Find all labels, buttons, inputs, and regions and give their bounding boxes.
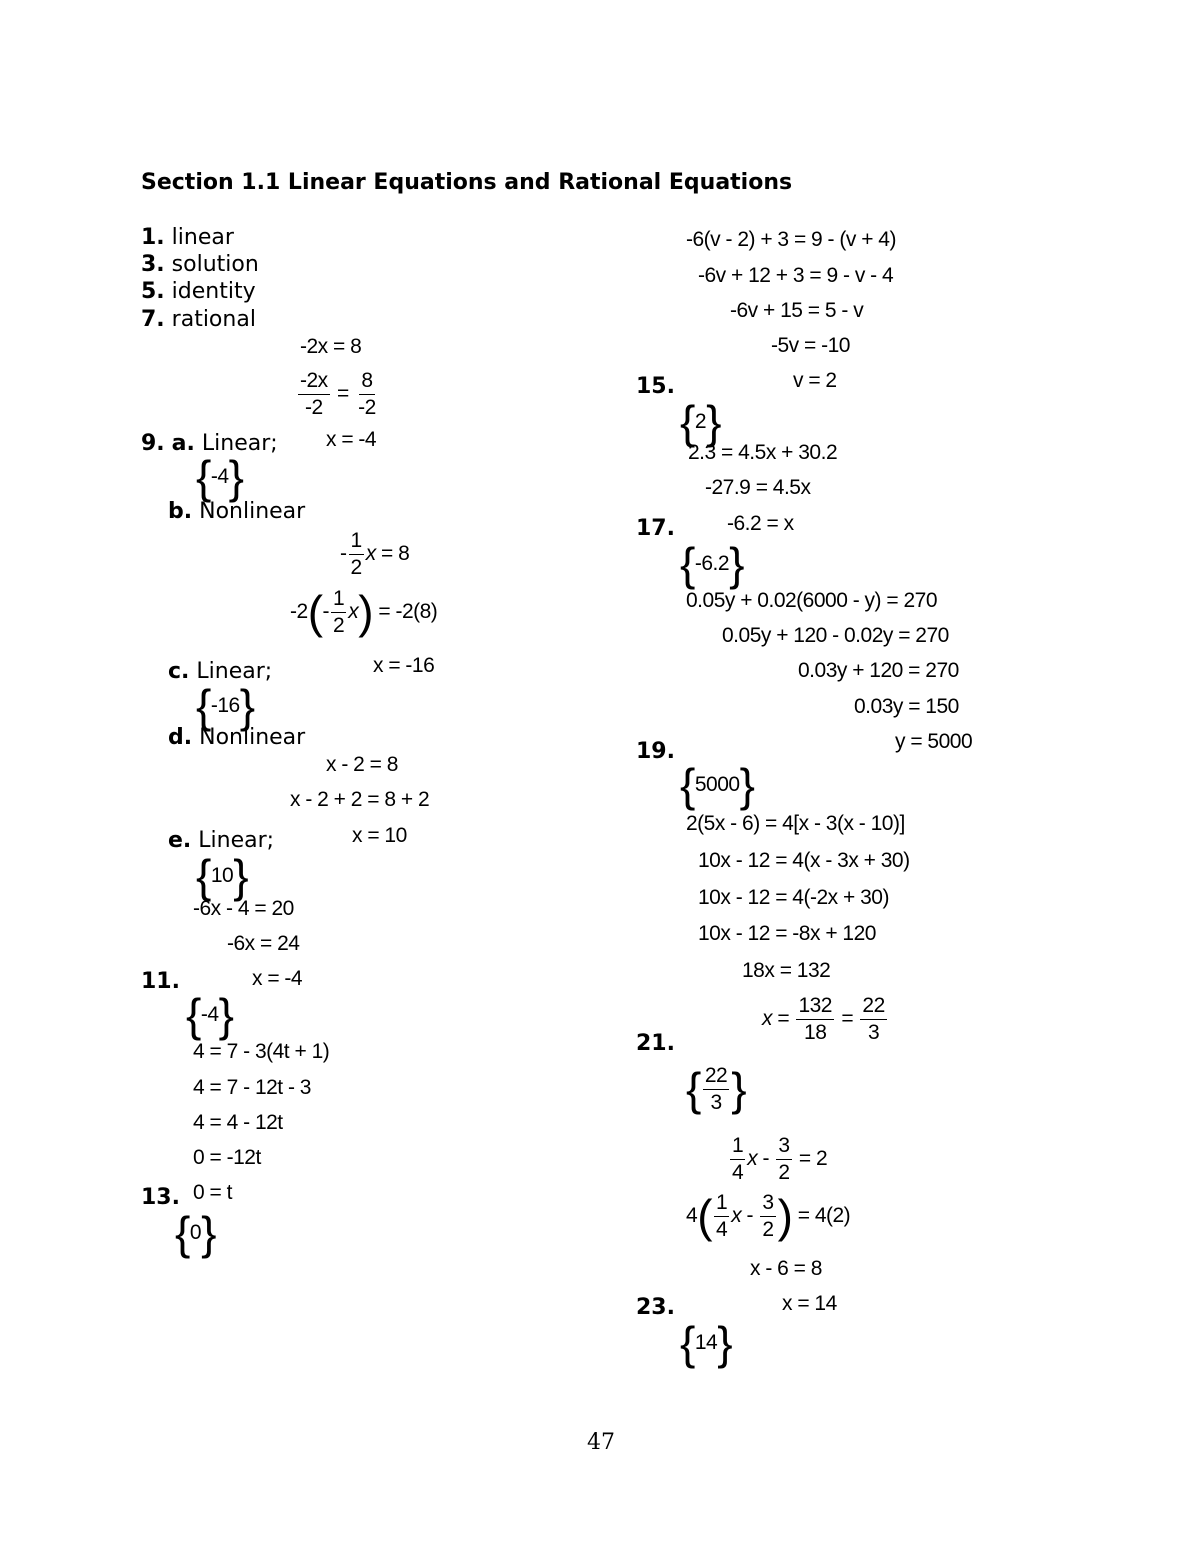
work-line: 10x - 12 = 4(-2x + 30) xyxy=(698,886,889,909)
answer: -4 xyxy=(210,464,229,488)
work-line: -6v + 12 + 3 = 9 - v - 4 xyxy=(698,264,894,287)
answer: -16 xyxy=(210,693,240,717)
problem-label xyxy=(636,1033,675,1055)
denominator: 2 xyxy=(762,1218,774,1242)
work-line: -6(v - 2) + 3 = 9 - (v + 4) xyxy=(686,228,896,251)
work-line: x = 14 xyxy=(782,1292,837,1315)
solution-set: { $\frac{22}{3}$ } xyxy=(686,1063,747,1116)
problem-number: 23. xyxy=(636,1295,675,1320)
fraction-equation: -2(- $\frac{1}{2}$ x) = -2(8) xyxy=(290,586,438,639)
vocab-answer: solution xyxy=(171,252,259,277)
problem-number: 7. xyxy=(141,307,165,332)
work-line: x - 2 = 8 xyxy=(326,753,398,776)
fraction xyxy=(331,588,346,637)
work-line: 0.05y + 120 - 0.02y = 270 xyxy=(722,624,949,647)
numerator: 1 xyxy=(730,1135,745,1160)
problem-label xyxy=(636,741,675,763)
problem-number: 11. xyxy=(141,969,180,994)
denominator: -2 xyxy=(358,396,376,420)
solution-set: {-16} xyxy=(196,680,255,732)
fraction-equation: - $\frac{1}{2}$ x = 8 xyxy=(340,529,410,580)
numerator: -2x xyxy=(298,370,330,395)
part-letter: d. xyxy=(168,725,193,750)
fraction xyxy=(860,995,886,1044)
work-line: x = -16 xyxy=(373,654,435,677)
fraction xyxy=(776,1135,791,1184)
work-line: 2(5x - 6) = 4[x - 3(x - 10)] xyxy=(686,812,905,835)
work-line: 0.05y + 0.02(6000 - y) = 270 xyxy=(686,589,938,612)
part-letter: b. xyxy=(168,499,193,524)
section-title: Section 1.1 Linear Equations and Rational Equations xyxy=(141,170,793,195)
fraction-equation: $\frac{1}{4}$ x - $\frac{3}{2}$ = 2 xyxy=(732,1134,828,1185)
denominator: 2 xyxy=(778,1161,790,1185)
work-line: -6.2 = x xyxy=(727,512,794,535)
denominator: 3 xyxy=(710,1091,722,1115)
numerator: 1 xyxy=(714,1192,729,1217)
fraction xyxy=(714,1192,729,1241)
classification: Nonlinear xyxy=(199,725,306,750)
answer: 2 xyxy=(694,409,707,433)
work-line: 18x = 132 xyxy=(742,959,831,982)
part-letter: e. xyxy=(168,828,192,853)
denominator: 4 xyxy=(716,1218,728,1242)
work-line: x = -4 xyxy=(326,428,377,451)
problem-number: 3. xyxy=(141,252,165,277)
denominator: 2 xyxy=(350,556,362,580)
solution-set: {-6.2} xyxy=(680,538,744,590)
solution-set: {-4} xyxy=(186,989,234,1041)
work-line: 4 = 7 - 12t - 3 xyxy=(193,1076,311,1099)
vocab-item xyxy=(141,254,259,276)
problem-number: 13. xyxy=(141,1185,180,1210)
problem-label xyxy=(141,1187,180,1209)
work-line: y = 5000 xyxy=(895,730,973,753)
numerator: 1 xyxy=(331,588,346,613)
numerator: 132 xyxy=(796,995,834,1020)
work-line: -27.9 = 4.5x xyxy=(705,476,811,499)
solution-set: {0} xyxy=(175,1207,216,1259)
problem-number: 9. xyxy=(141,431,165,456)
classification: Linear; xyxy=(198,828,275,853)
work-line: -6v + 15 = 5 - v xyxy=(730,299,864,322)
work-line: 4 = 4 - 12t xyxy=(193,1111,283,1134)
problem-label xyxy=(141,971,180,993)
fraction xyxy=(356,370,378,419)
fraction xyxy=(703,1065,729,1114)
fraction xyxy=(349,530,364,579)
denominator: 18 xyxy=(804,1021,827,1045)
problem-number: 19. xyxy=(636,739,675,764)
answer: 5000 xyxy=(694,772,740,796)
work-line: 0 = t xyxy=(193,1181,232,1204)
work-line: -2x = 8 xyxy=(300,335,362,358)
fraction-equation: x = $\frac{132}{18}$ = $\frac{22}{3}$ xyxy=(762,994,885,1045)
work-line: -6x - 4 = 20 xyxy=(193,897,294,920)
vocab-answer: identity xyxy=(171,279,256,304)
fraction-equation: 4( $\frac{1}{4}$ x - $\frac{3}{2}$ ) = 4(2) xyxy=(686,1190,851,1243)
answer: -4 xyxy=(200,1002,219,1026)
work-line: -5v = -10 xyxy=(771,334,850,357)
answer: 0 xyxy=(189,1220,202,1244)
fraction xyxy=(796,995,834,1044)
solution-set: {5000} xyxy=(680,759,755,811)
vocab-item xyxy=(141,281,256,303)
work-line: x = -4 xyxy=(252,967,303,990)
denominator: 2 xyxy=(333,614,345,638)
work-line: 4 = 7 - 3(4t + 1) xyxy=(193,1040,330,1063)
vocab-answer: rational xyxy=(171,307,256,332)
page-number: 47 xyxy=(587,1430,615,1455)
problem-number: 1. xyxy=(141,225,165,250)
classification: Nonlinear xyxy=(199,499,306,524)
numerator: 3 xyxy=(760,1192,775,1217)
work-line: v = 2 xyxy=(793,369,837,392)
numerator: 1 xyxy=(349,530,364,555)
problem-number: 21. xyxy=(636,1031,675,1056)
problem-number: 17. xyxy=(636,516,675,541)
problem-number: 15. xyxy=(636,374,675,399)
work-line: 0.03y = 150 xyxy=(854,695,959,718)
numerator: 22 xyxy=(703,1065,729,1090)
vocab-item xyxy=(141,309,256,331)
problem-label xyxy=(168,661,272,683)
problem-number: 5. xyxy=(141,279,165,304)
solution-set: {14} xyxy=(680,1317,733,1369)
answer: 10 xyxy=(210,863,234,887)
solution-set: {10} xyxy=(196,850,249,902)
fraction xyxy=(730,1135,745,1184)
classification: Linear; xyxy=(196,659,273,684)
solution-set: {2} xyxy=(680,396,721,448)
classification: Linear; xyxy=(201,431,278,456)
numerator: 22 xyxy=(860,995,886,1020)
work-line: x - 6 = 8 xyxy=(750,1257,822,1280)
work-line: -6x = 24 xyxy=(227,932,300,955)
work-line: 2.3 = 4.5x + 30.2 xyxy=(688,441,838,464)
problem-label xyxy=(636,518,675,540)
problem-label xyxy=(168,501,305,523)
denominator: 4 xyxy=(732,1161,744,1185)
numerator: 3 xyxy=(776,1135,791,1160)
problem-label xyxy=(636,1297,675,1319)
answer: -6.2 xyxy=(694,551,730,575)
answer: 14 xyxy=(694,1330,718,1354)
work-line: 10x - 12 = -8x + 120 xyxy=(698,922,876,945)
numerator: 8 xyxy=(359,370,374,395)
work-line: x = 10 xyxy=(352,824,407,847)
problem-label xyxy=(636,376,675,398)
work-line: 0 = -12t xyxy=(193,1146,261,1169)
fraction xyxy=(298,370,330,419)
problem-label xyxy=(168,727,305,749)
work-line: 10x - 12 = 4(x - 3x + 30) xyxy=(698,849,910,872)
solution-set: {-4} xyxy=(196,451,244,503)
vocab-item xyxy=(141,227,234,249)
vocab-answer: linear xyxy=(171,225,234,250)
work-line: 0.03y + 120 = 270 xyxy=(798,659,959,682)
fraction xyxy=(760,1192,775,1241)
fraction-equation: $\frac{-2x}{-2}$ = $\frac{8}{-2}$ xyxy=(300,369,376,420)
problem-label xyxy=(168,830,274,852)
part-letter: c. xyxy=(168,659,190,684)
part-letter: a. xyxy=(171,431,195,456)
denominator: -2 xyxy=(305,396,323,420)
work-line: x - 2 + 2 = 8 + 2 xyxy=(290,788,430,811)
denominator: 3 xyxy=(868,1021,880,1045)
